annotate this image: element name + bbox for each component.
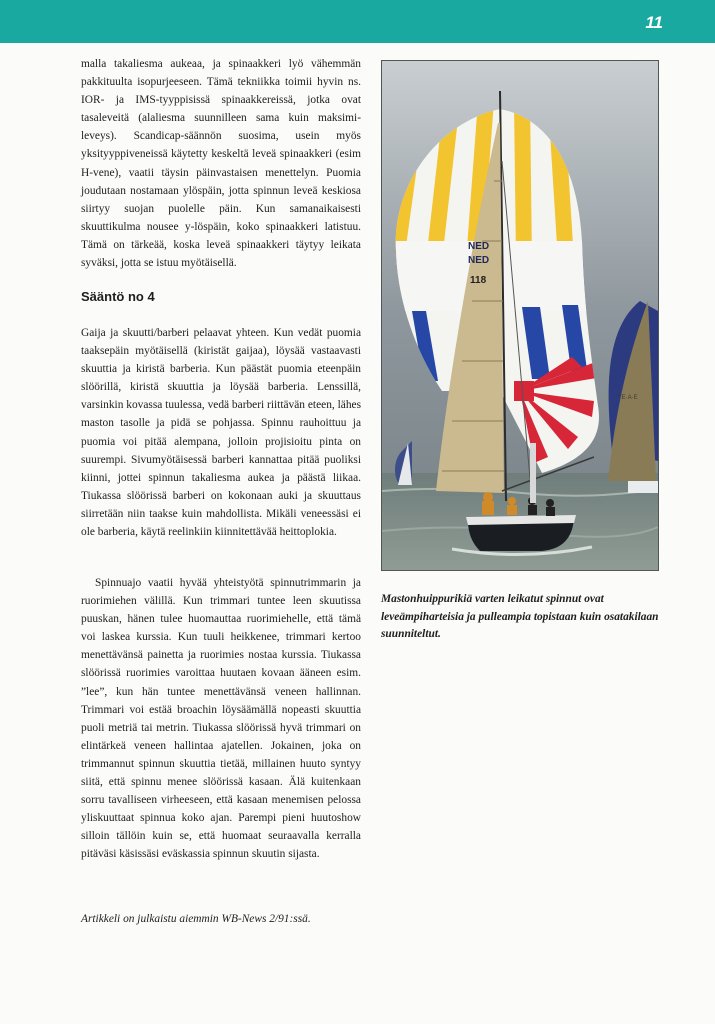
paragraph-text: malla takaliesma aukeaa, ja spinaakkeri lyö vähemmän pakkituulta isopurjeeseen. Tämä tekniikka toimii hyvin ns. IOR- ja IMS-tyyppisissä spinaakkereissä, jotka ovat tasaleveitä (alaliesma suunnilleen sama kuin maksimi-leveys). Scandicap-säännön suosima, usein myös yksityyppiveneissä käytetty keskeltä leveä spinaakkeri (esim H-vene), vaatii täysin päinvastaisen menettelyn. Puomia joudutaan nostamaan ylöspäin, jotta spinnun leveä keskiosa siirtyy suojan puolelle päin. Kun samanaikaisesti skuuttikulma nousee y-löspäin, koko spinaakkeri latistuu. Tämä on tärkeää, koska leveä spinaakkeri täytyy leikata syväksi, jotta se istuu myötäisellä. — [81, 58, 361, 270]
sail-number-low: 118 — [470, 275, 487, 286]
sail-number-top: NED — [468, 241, 490, 252]
photo-caption: Mastonhuippurikiä varten leikatut spinnut ovat leveämpiharteisia ja pulleampia topistaan kuin osatakilaan suunniteltut. — [381, 593, 659, 640]
page-number: 11 — [645, 13, 663, 32]
section-heading: Sääntö no 4 — [81, 289, 155, 304]
article-paragraph-2 — [81, 324, 361, 541]
header-bar — [0, 0, 715, 43]
sail-number-mid: NED — [468, 255, 490, 266]
paragraph-text: Spinnuajo vaatii hyvää yhteistyötä spinnutrimmarin ja ruorimiehen välillä. Kun trimmari tuntee leen skuutissa puuskan, hänen tulee huomauttaa ruorimiehelle, että tämä voi laskea kurssia. Kun tuuli heikkenee, trimmari kertoo menettävänsä painetta ja ruorimies nostaa kurssia. Tiukassa slöörissä ruorimies varoittaa huutaen kovaan ääneen esim. ”lee”, kun hän tuntee menettävänsä veneen hallinnan. Trimmari voi estää broachin löysäämällä nopeasti skuuttia puoli metriä tai metrin. Tiukassa slöörissä hyvä trimmari on elintärkeä veneen hallintaa ajatellen. Jokainen, joka on trimmannut spinnun skuuttia tietää, millainen huuto syntyy siitä, että spinnu menee slöörissä kasaan. Älä kuitenkaan sorru tavalliseen virheeseen, että kasaan menemisen pelossa yliskuuttaat spinnua koko ajan. Parempi pieni huutoshow silloin tällöin kuin se, että huomaat seuraavalla kerralla pitäväsi käsissäsi eväskassia spinnun skuutin sijasta. — [81, 577, 361, 861]
svg-text:TE·A·E: TE·A·E — [618, 395, 638, 401]
article-credit: Artikkeli on julkaistu aiemmin WB-News 2/91:ssä. — [81, 913, 311, 925]
paragraph-text: Gaija ja skuutti/barberi pelaavat yhteen. Kun vedät puomia taaksepäin myötäisellä (kiristät gaijaa), löysää vastaavasti skuuttia ja kiristä barberia. Kun päästät puomia eteenpäin slöörillä, kiristä skuuttia ja löysää barberia. Lenssillä, varsinkin kovassa tuulessa, vedä barberi riittävän eteen, lähes maston tasolle ja pidä se pohjassa. Spinnu rauhoittuu ja puomia voi pitää alempana, jolloin projisioitu pinta on suurempi. Sivumyötäisessä barberi kannattaa pitää puoliksi kiinni, jottei spinnun takaliesma aukea ja päästä liikaa. Tiukassa slöörissä barberi on kokonaan auki ja skuuttaus siirretään niin taakse kuin mahdollista. Mikäli veneessäsi ei ole barberia, käytä reelinkiin kiinnitettävää heittoplokia. — [81, 327, 361, 539]
sailboat-photo — [381, 60, 659, 571]
article-paragraph-1 — [81, 55, 361, 272]
article-paragraph-3 — [81, 574, 361, 864]
